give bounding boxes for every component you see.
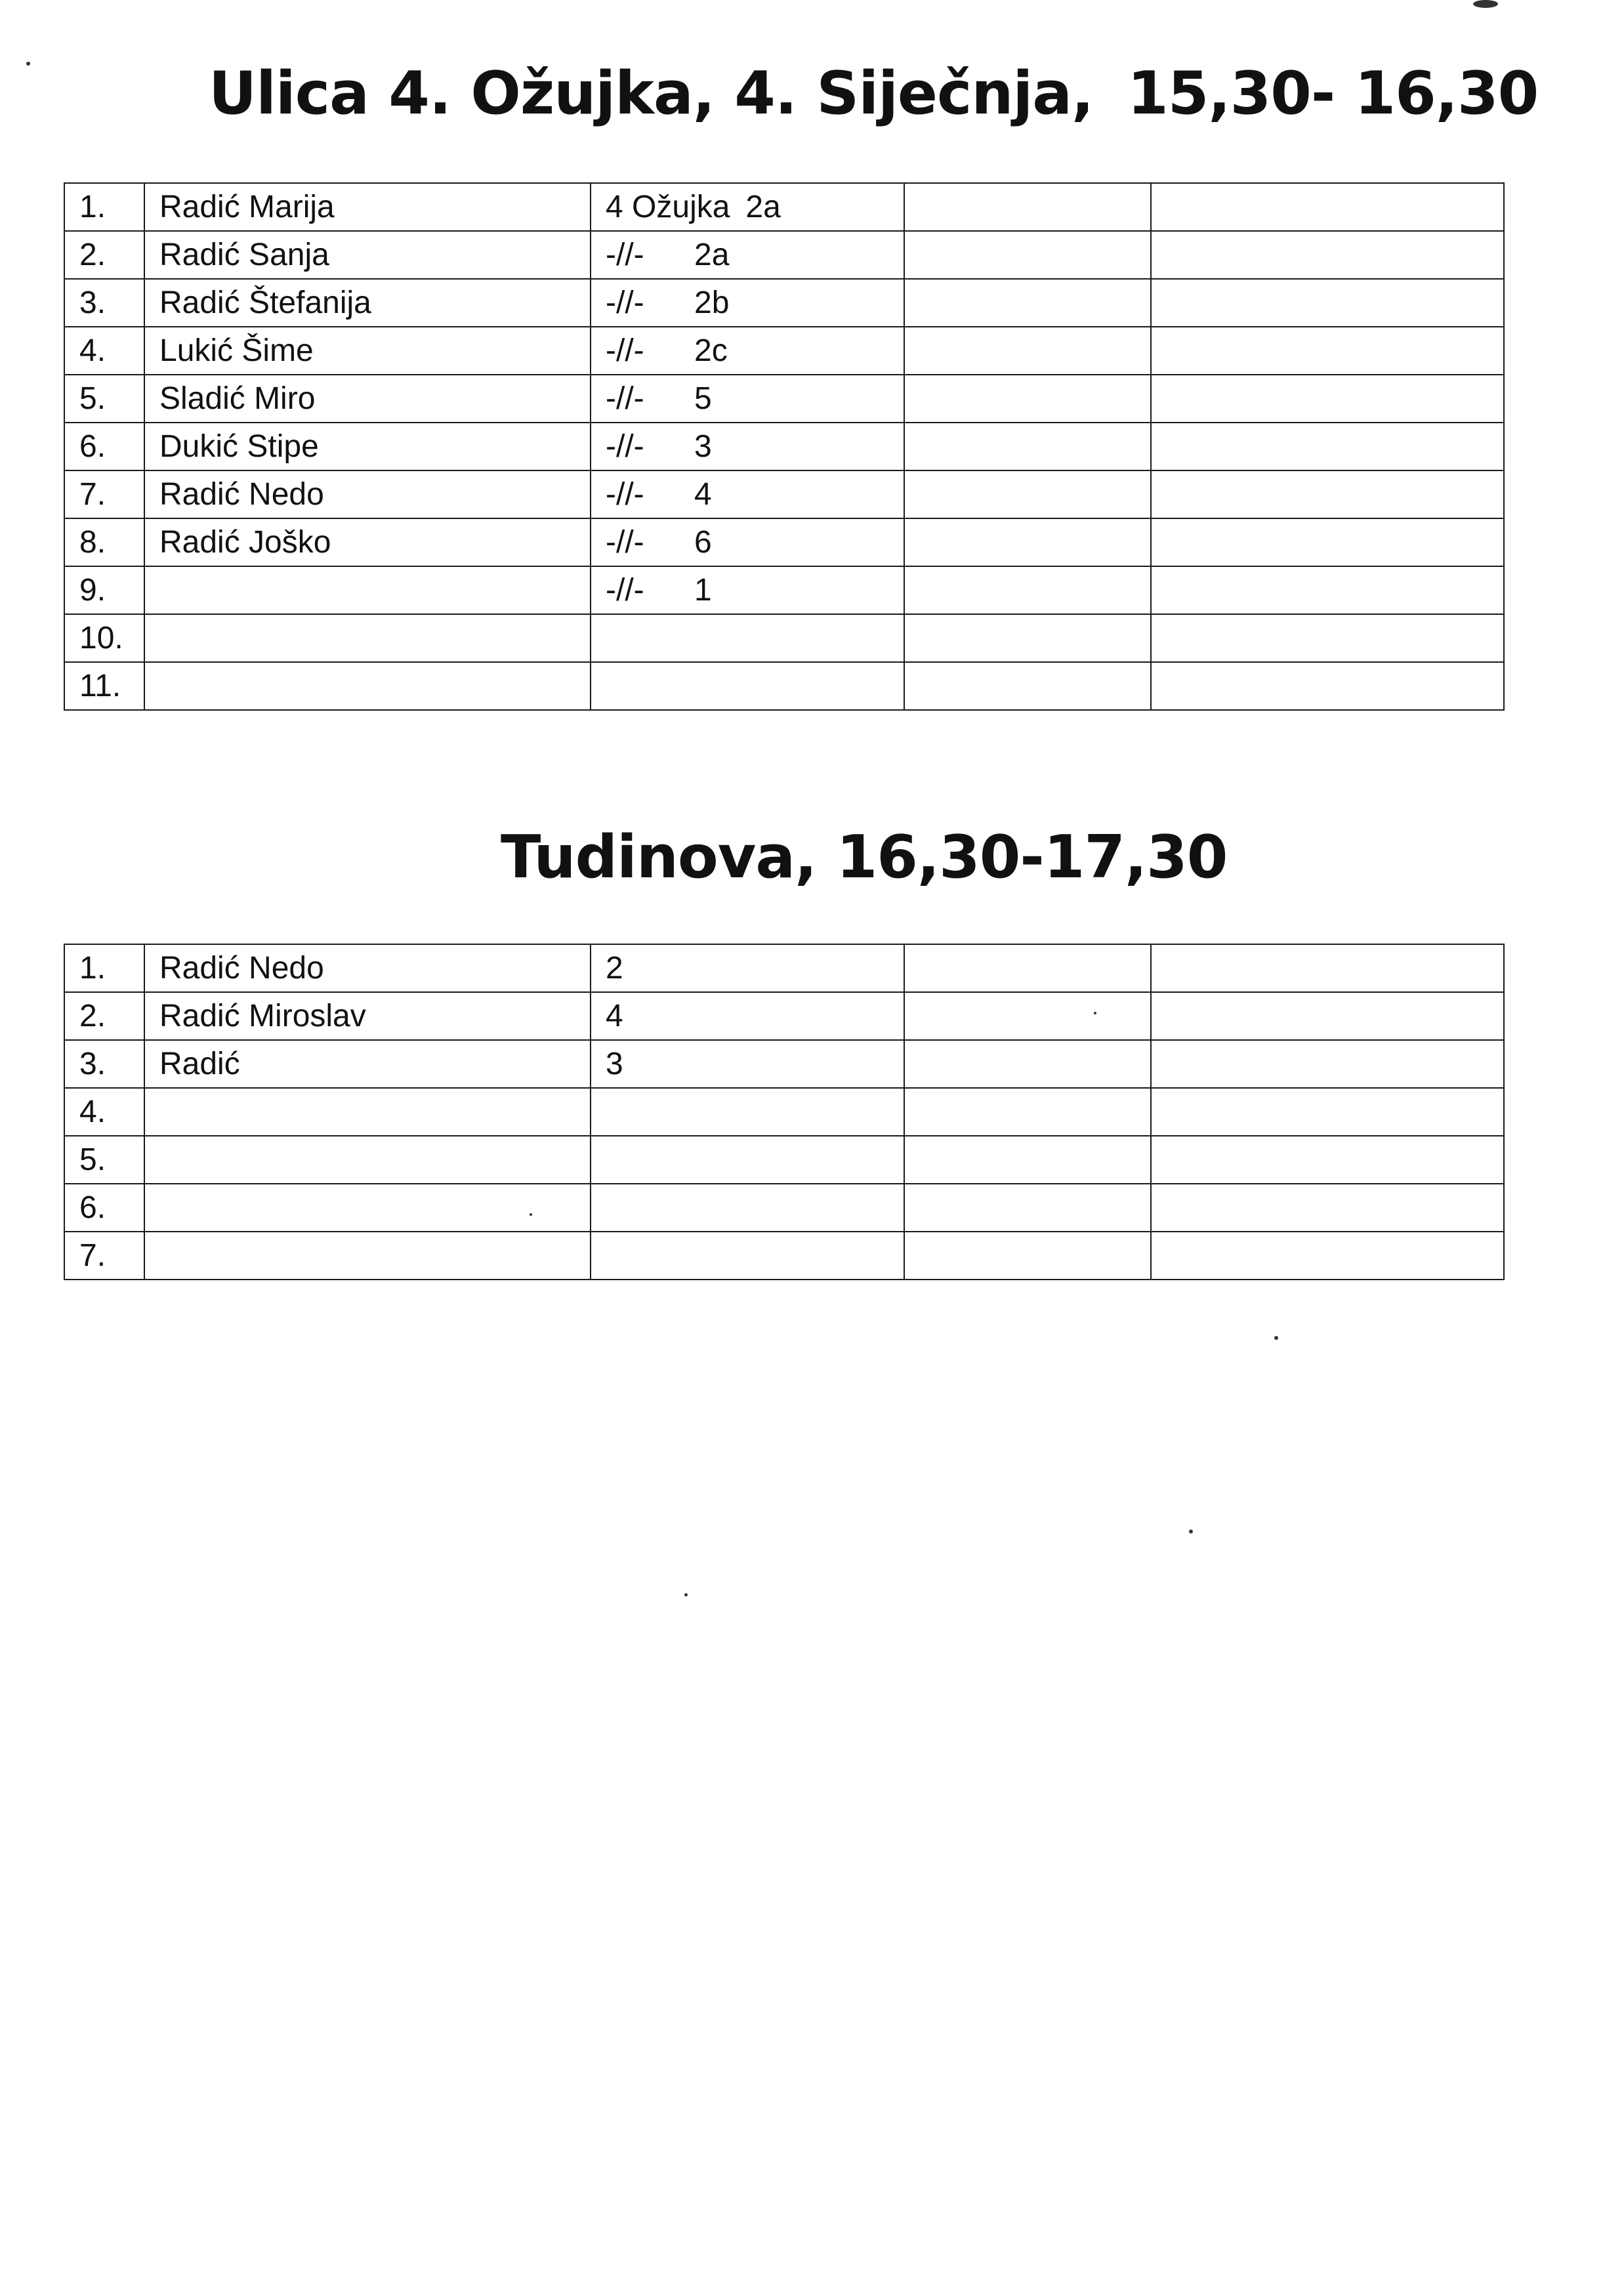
resident-name: [144, 566, 591, 614]
resident-name: Radić Štefanija: [144, 279, 591, 327]
resident-name: Radić: [144, 1040, 591, 1088]
extra-cell-1: [904, 518, 1151, 566]
extra-cell-1: [904, 423, 1151, 470]
scan-speck: [26, 62, 30, 66]
extra-cell-1: [904, 327, 1151, 375]
extra-cell-1: [904, 1184, 1151, 1232]
extra-cell-2: [1151, 183, 1504, 231]
address-street: 3: [606, 1047, 623, 1081]
resident-name: Radić Sanja: [144, 231, 591, 279]
table-body: [64, 183, 1504, 710]
row-number: 7.: [64, 1232, 144, 1280]
row-number: 10.: [64, 614, 144, 662]
address-cell: [591, 1040, 904, 1088]
extra-cell-2: [1151, 1232, 1504, 1280]
resident-name: [144, 1184, 591, 1232]
table-row: [64, 327, 1504, 375]
extra-cell-1: [904, 614, 1151, 662]
extra-cell-1: [904, 375, 1151, 423]
table-row: [64, 183, 1504, 231]
row-number: 5.: [64, 1136, 144, 1184]
extra-cell-2: [1151, 231, 1504, 279]
table-row: [64, 1040, 1504, 1088]
scan-speck: [530, 1213, 532, 1216]
extra-cell-1: [904, 944, 1151, 992]
resident-name: [144, 1088, 591, 1136]
address-street: -//-: [606, 573, 644, 608]
address-street: -//-: [606, 381, 644, 416]
table-row: [64, 1088, 1504, 1136]
row-number: 2.: [64, 992, 144, 1040]
resident-name: [144, 1232, 591, 1280]
address-cell: [591, 662, 904, 710]
row-number: 3.: [64, 279, 144, 327]
extra-cell-1: [904, 566, 1151, 614]
title-location: Ulica 4. Ožujka, 4. Siječnja,: [209, 59, 1094, 128]
extra-cell-1: [904, 1088, 1151, 1136]
address-street: -//-: [606, 285, 644, 320]
resident-name: Radić Nedo: [144, 470, 591, 518]
table-body: [64, 944, 1504, 1280]
address-cell: [591, 944, 904, 992]
extra-cell-1: [904, 992, 1151, 1040]
section-title-ulica: [209, 59, 1539, 128]
resident-name: [144, 662, 591, 710]
table-row: [64, 566, 1504, 614]
address-cell: [591, 614, 904, 662]
table-row: [64, 1232, 1504, 1280]
table-row: [64, 614, 1504, 662]
address-cell: [591, 470, 904, 518]
scan-speck: [1473, 0, 1498, 8]
table-row: [64, 1136, 1504, 1184]
scan-speck: [684, 1593, 688, 1596]
extra-cell-1: [904, 1232, 1151, 1280]
resident-name: [144, 1136, 591, 1184]
table-row: [64, 231, 1504, 279]
address-cell: [591, 279, 904, 327]
table-row: [64, 375, 1504, 423]
address-house-number: 1: [694, 573, 712, 608]
extra-cell-2: [1151, 518, 1504, 566]
address-cell: [591, 231, 904, 279]
row-number: 2.: [64, 231, 144, 279]
row-number: 4.: [64, 327, 144, 375]
address-house-number: 4: [694, 477, 712, 512]
resident-name: Sladić Miro: [144, 375, 591, 423]
title-time: 15,30- 16,30: [1127, 59, 1539, 128]
table-row: [64, 518, 1504, 566]
extra-cell-2: [1151, 1184, 1504, 1232]
address-street: -//-: [606, 238, 644, 272]
resident-name: Lukić Šime: [144, 327, 591, 375]
table-row: [64, 470, 1504, 518]
row-number: 3.: [64, 1040, 144, 1088]
address-cell: [591, 566, 904, 614]
scan-speck: [1189, 1530, 1193, 1533]
extra-cell-2: [1151, 327, 1504, 375]
extra-cell-1: [904, 1136, 1151, 1184]
address-house-number: 3: [694, 429, 712, 464]
address-street: 4: [606, 999, 623, 1033]
extra-cell-2: [1151, 279, 1504, 327]
address-house-number: 6: [694, 525, 712, 560]
extra-cell-2: [1151, 1088, 1504, 1136]
schedule-table-ulica: [64, 182, 1505, 711]
extra-cell-2: [1151, 423, 1504, 470]
address-street: -//-: [606, 429, 644, 464]
row-number: 8.: [64, 518, 144, 566]
address-street: 4 Ožujka: [606, 190, 730, 224]
extra-cell-2: [1151, 614, 1504, 662]
address-cell: [591, 327, 904, 375]
resident-name: Radić Marija: [144, 183, 591, 231]
extra-cell-2: [1151, 1040, 1504, 1088]
scan-speck: [1094, 1012, 1096, 1014]
address-street: -//-: [606, 333, 644, 368]
address-cell: [591, 183, 904, 231]
table-row: [64, 992, 1504, 1040]
extra-cell-1: [904, 470, 1151, 518]
extra-cell-2: [1151, 375, 1504, 423]
extra-cell-2: [1151, 566, 1504, 614]
row-number: 6.: [64, 1184, 144, 1232]
resident-name: Radić Miroslav: [144, 992, 591, 1040]
table-row: [64, 662, 1504, 710]
address-house-number: 2a: [745, 190, 781, 224]
scan-speck: [1274, 1336, 1278, 1340]
address-street: 2: [606, 951, 623, 986]
extra-cell-1: [904, 1040, 1151, 1088]
row-number: 1.: [64, 183, 144, 231]
row-number: 6.: [64, 423, 144, 470]
extra-cell-2: [1151, 944, 1504, 992]
extra-cell-2: [1151, 992, 1504, 1040]
address-house-number: 5: [694, 381, 712, 416]
table-row: [64, 1184, 1504, 1232]
extra-cell-2: [1151, 662, 1504, 710]
row-number: 5.: [64, 375, 144, 423]
extra-cell-1: [904, 231, 1151, 279]
title-location-time: Tudinova, 16,30-17,30: [501, 823, 1228, 892]
address-street: -//-: [606, 477, 644, 512]
row-number: 7.: [64, 470, 144, 518]
resident-name: Radić Nedo: [144, 944, 591, 992]
extra-cell-1: [904, 662, 1151, 710]
table-row: [64, 423, 1504, 470]
extra-cell-2: [1151, 1136, 1504, 1184]
resident-name: [144, 614, 591, 662]
resident-name: Dukić Stipe: [144, 423, 591, 470]
address-cell: [591, 992, 904, 1040]
row-number: 9.: [64, 566, 144, 614]
section-title-tudinova: [501, 823, 1228, 892]
extra-cell-1: [904, 183, 1151, 231]
address-house-number: 2c: [694, 333, 728, 368]
address-cell: [591, 375, 904, 423]
row-number: 11.: [64, 662, 144, 710]
address-cell: [591, 1232, 904, 1280]
row-number: 1.: [64, 944, 144, 992]
address-cell: [591, 1184, 904, 1232]
schedule-table-tudinova: [64, 944, 1505, 1280]
resident-name: Radić Joško: [144, 518, 591, 566]
address-cell: [591, 1088, 904, 1136]
address-house-number: 2b: [694, 285, 730, 320]
address-street: -//-: [606, 525, 644, 560]
table-row: [64, 279, 1504, 327]
address-house-number: 2a: [694, 238, 730, 272]
address-cell: [591, 423, 904, 470]
address-cell: [591, 518, 904, 566]
row-number: 4.: [64, 1088, 144, 1136]
address-cell: [591, 1136, 904, 1184]
extra-cell-1: [904, 279, 1151, 327]
table-row: [64, 944, 1504, 992]
extra-cell-2: [1151, 470, 1504, 518]
